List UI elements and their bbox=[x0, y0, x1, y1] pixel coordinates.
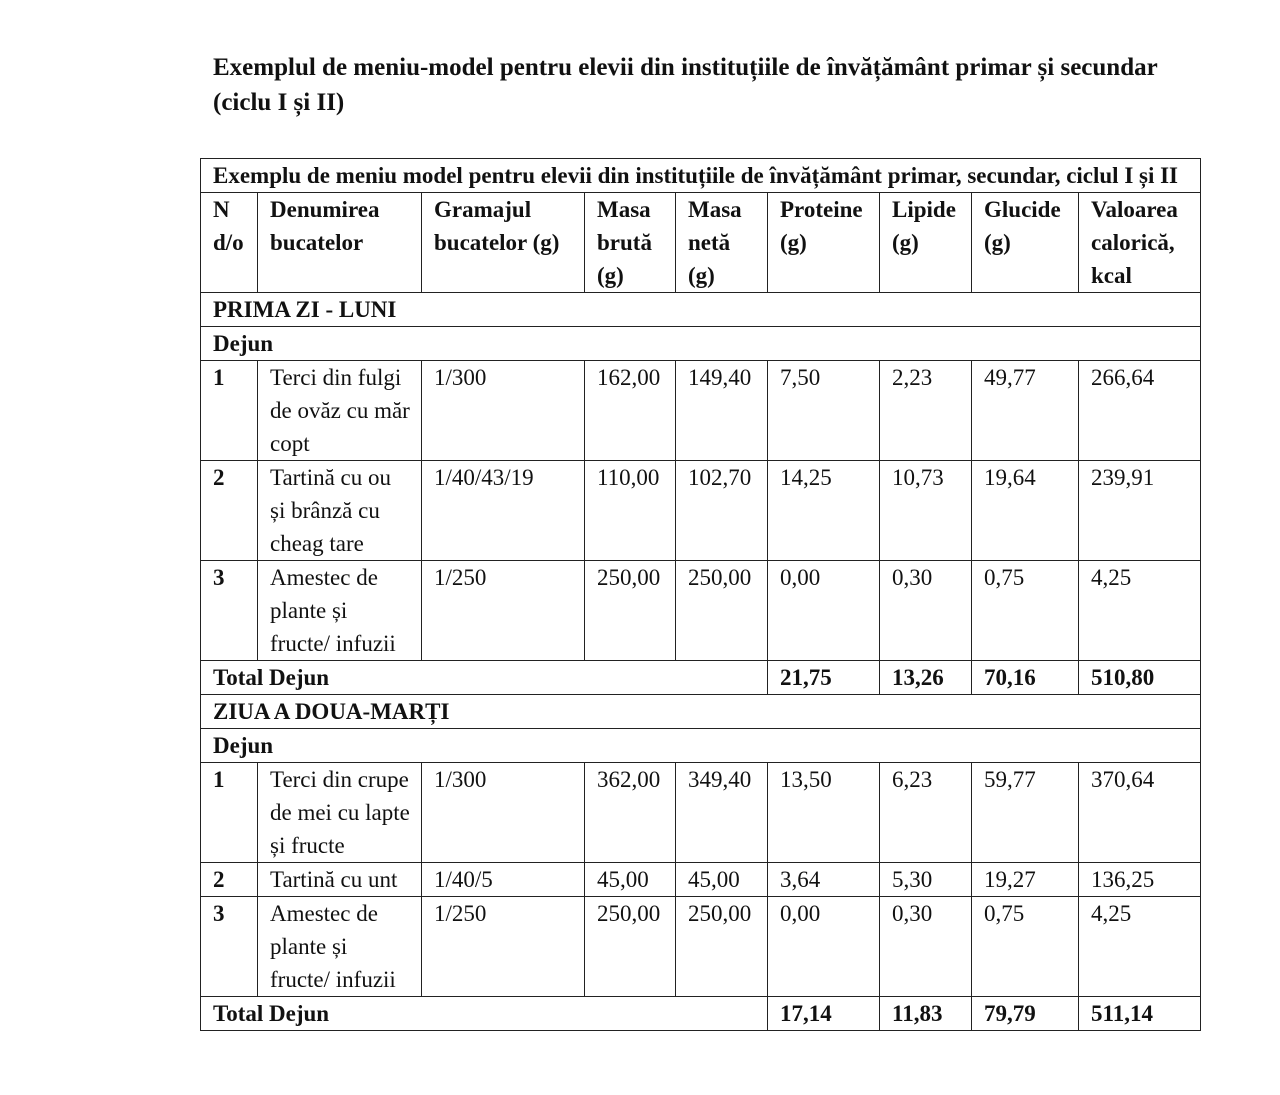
cell-lipids: 10,73 bbox=[880, 461, 972, 561]
cell-carbs: 0,75 bbox=[972, 561, 1079, 661]
cell-nr: 2 bbox=[201, 461, 258, 561]
cell-protein: 3,64 bbox=[768, 863, 880, 897]
menu-table bbox=[200, 158, 1201, 1031]
cell-gross: 110,00 bbox=[585, 461, 676, 561]
cell-gross: 162,00 bbox=[585, 361, 676, 461]
cell-name: Tartină cu ou și brânză cu cheag tare bbox=[258, 461, 422, 561]
cell-net: 45,00 bbox=[676, 863, 768, 897]
meal-heading: Dejun bbox=[201, 729, 1201, 763]
cell-carbs: 19,27 bbox=[972, 863, 1079, 897]
cell-net: 349,40 bbox=[676, 763, 768, 863]
cell-portion: 1/250 bbox=[422, 561, 585, 661]
table-row bbox=[201, 561, 1201, 661]
cell-portion: 1/250 bbox=[422, 897, 585, 997]
cell-gross: 45,00 bbox=[585, 863, 676, 897]
table-row bbox=[201, 461, 1201, 561]
header-portion: Gramajul bucatelor (g) bbox=[422, 193, 585, 293]
cell-nr: 3 bbox=[201, 897, 258, 997]
cell-gross: 250,00 bbox=[585, 561, 676, 661]
total-protein: 17,14 bbox=[768, 997, 880, 1031]
cell-net: 149,40 bbox=[676, 361, 768, 461]
total-row bbox=[201, 661, 1201, 695]
meal-heading-row bbox=[201, 327, 1201, 361]
cell-lipids: 6,23 bbox=[880, 763, 972, 863]
total-label: Total Dejun bbox=[201, 661, 768, 695]
header-nr: N d/o bbox=[201, 193, 258, 293]
cell-portion: 1/40/43/19 bbox=[422, 461, 585, 561]
cell-kcal: 4,25 bbox=[1079, 897, 1201, 997]
total-row bbox=[201, 997, 1201, 1031]
day-heading-row bbox=[201, 695, 1201, 729]
header-net: Masa netă (g) bbox=[676, 193, 768, 293]
cell-carbs: 49,77 bbox=[972, 361, 1079, 461]
cell-portion: 1/300 bbox=[422, 361, 585, 461]
table-header-row bbox=[201, 193, 1201, 293]
cell-portion: 1/300 bbox=[422, 763, 585, 863]
cell-name: Terci din crupe de mei cu lapte și fructe bbox=[258, 763, 422, 863]
total-kcal: 511,14 bbox=[1079, 997, 1201, 1031]
header-gross: Masa brută (g) bbox=[585, 193, 676, 293]
cell-nr: 1 bbox=[201, 763, 258, 863]
total-carbs: 79,79 bbox=[972, 997, 1079, 1031]
header-name: Denumirea bucatelor bbox=[258, 193, 422, 293]
cell-protein: 7,50 bbox=[768, 361, 880, 461]
cell-nr: 1 bbox=[201, 361, 258, 461]
cell-kcal: 239,91 bbox=[1079, 461, 1201, 561]
header-kcal: Valoarea calorică, kcal bbox=[1079, 193, 1201, 293]
total-carbs: 70,16 bbox=[972, 661, 1079, 695]
cell-lipids: 0,30 bbox=[880, 897, 972, 997]
cell-carbs: 19,64 bbox=[972, 461, 1079, 561]
cell-portion: 1/40/5 bbox=[422, 863, 585, 897]
table-caption-row bbox=[201, 159, 1201, 193]
table-row bbox=[201, 763, 1201, 863]
cell-kcal: 136,25 bbox=[1079, 863, 1201, 897]
total-label: Total Dejun bbox=[201, 997, 768, 1031]
meal-heading: Dejun bbox=[201, 327, 1201, 361]
cell-protein: 0,00 bbox=[768, 561, 880, 661]
cell-gross: 250,00 bbox=[585, 897, 676, 997]
document-title: Exemplul de meniu-model pentru elevii din instituțiile de învățământ primar și secundar (ciclu I și II) bbox=[213, 54, 1158, 116]
cell-lipids: 5,30 bbox=[880, 863, 972, 897]
table-row bbox=[201, 361, 1201, 461]
cell-nr: 2 bbox=[201, 863, 258, 897]
cell-kcal: 266,64 bbox=[1079, 361, 1201, 461]
header-carbs: Glucide (g) bbox=[972, 193, 1079, 293]
cell-carbs: 59,77 bbox=[972, 763, 1079, 863]
total-kcal: 510,80 bbox=[1079, 661, 1201, 695]
table-caption: Exemplu de meniu model pentru elevii din instituțiile de învățământ primar, secundar, ciclul I și II bbox=[201, 159, 1201, 193]
cell-lipids: 2,23 bbox=[880, 361, 972, 461]
cell-lipids: 0,30 bbox=[880, 561, 972, 661]
cell-protein: 13,50 bbox=[768, 763, 880, 863]
cell-net: 250,00 bbox=[676, 561, 768, 661]
table-row bbox=[201, 863, 1201, 897]
total-protein: 21,75 bbox=[768, 661, 880, 695]
cell-net: 250,00 bbox=[676, 897, 768, 997]
cell-net: 102,70 bbox=[676, 461, 768, 561]
table-row bbox=[201, 897, 1201, 997]
cell-name: Tartină cu unt bbox=[258, 863, 422, 897]
day-heading: ZIUA A DOUA-MARȚI bbox=[201, 695, 1201, 729]
cell-protein: 14,25 bbox=[768, 461, 880, 561]
total-lipids: 11,83 bbox=[880, 997, 972, 1031]
cell-name: Amestec de plante și fructe/ infuzii bbox=[258, 561, 422, 661]
cell-name: Terci din fulgi de ovăz cu măr copt bbox=[258, 361, 422, 461]
cell-nr: 3 bbox=[201, 561, 258, 661]
header-protein: Proteine (g) bbox=[768, 193, 880, 293]
cell-kcal: 370,64 bbox=[1079, 763, 1201, 863]
day-heading: PRIMA ZI - LUNI bbox=[201, 293, 1201, 327]
meal-heading-row bbox=[201, 729, 1201, 763]
cell-carbs: 0,75 bbox=[972, 897, 1079, 997]
cell-kcal: 4,25 bbox=[1079, 561, 1201, 661]
day-heading-row bbox=[201, 293, 1201, 327]
cell-name: Amestec de plante și fructe/ infuzii bbox=[258, 897, 422, 997]
header-lipids: Lipide (g) bbox=[880, 193, 972, 293]
cell-gross: 362,00 bbox=[585, 763, 676, 863]
total-lipids: 13,26 bbox=[880, 661, 972, 695]
days-body bbox=[201, 293, 1201, 1031]
cell-protein: 0,00 bbox=[768, 897, 880, 997]
